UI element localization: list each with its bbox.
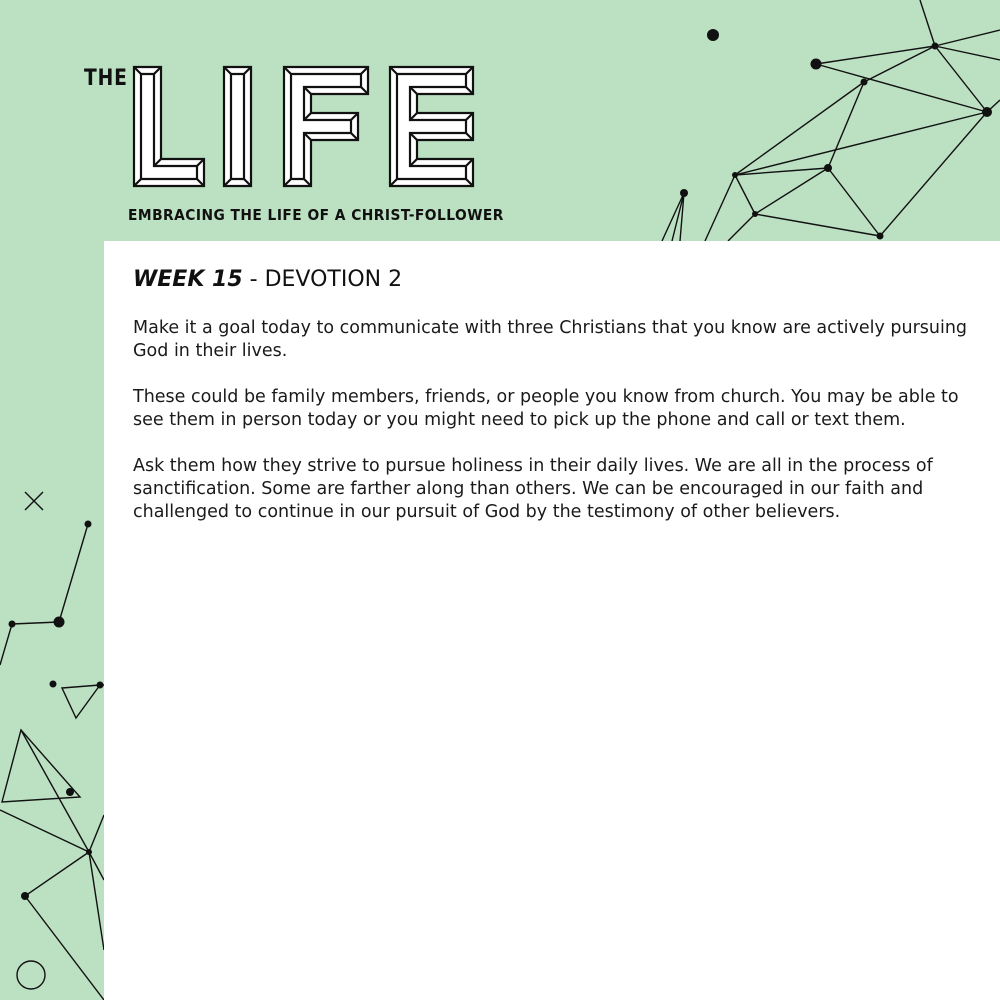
devotion-paragraph: Make it a goal today to communicate with three Christians that you know are actively pursuing God in their lives. <box>133 318 968 361</box>
devotion-paragraph: These could be family members, friends, or people you know from church. You may be able to see them in person today or you might need to pick up the phone and call or text them. <box>133 387 959 430</box>
devotion-heading <box>133 267 402 292</box>
network-nodes-left <box>9 521 104 901</box>
logo-prefix: THE <box>84 66 128 91</box>
devotion-label: - DEVOTION 2 <box>242 267 403 292</box>
life-logo-letters <box>134 67 473 186</box>
network-graphic-left <box>0 492 104 1000</box>
devotion-paragraph: Ask them how they strive to pursue holiness in their daily lives. We are all in the process of sanctification. Some are farther along than others. We can be encouraged in our faith and challenged to continue in our pursuit of God by the testimony of other believers. <box>133 456 933 522</box>
devotion-body <box>133 317 968 547</box>
devotion-panel <box>104 241 1000 1000</box>
logo-tagline: EMBRACING THE LIFE OF A CHRIST-FOLLOWER <box>128 206 504 224</box>
week-label: WEEK 15 <box>133 267 243 292</box>
